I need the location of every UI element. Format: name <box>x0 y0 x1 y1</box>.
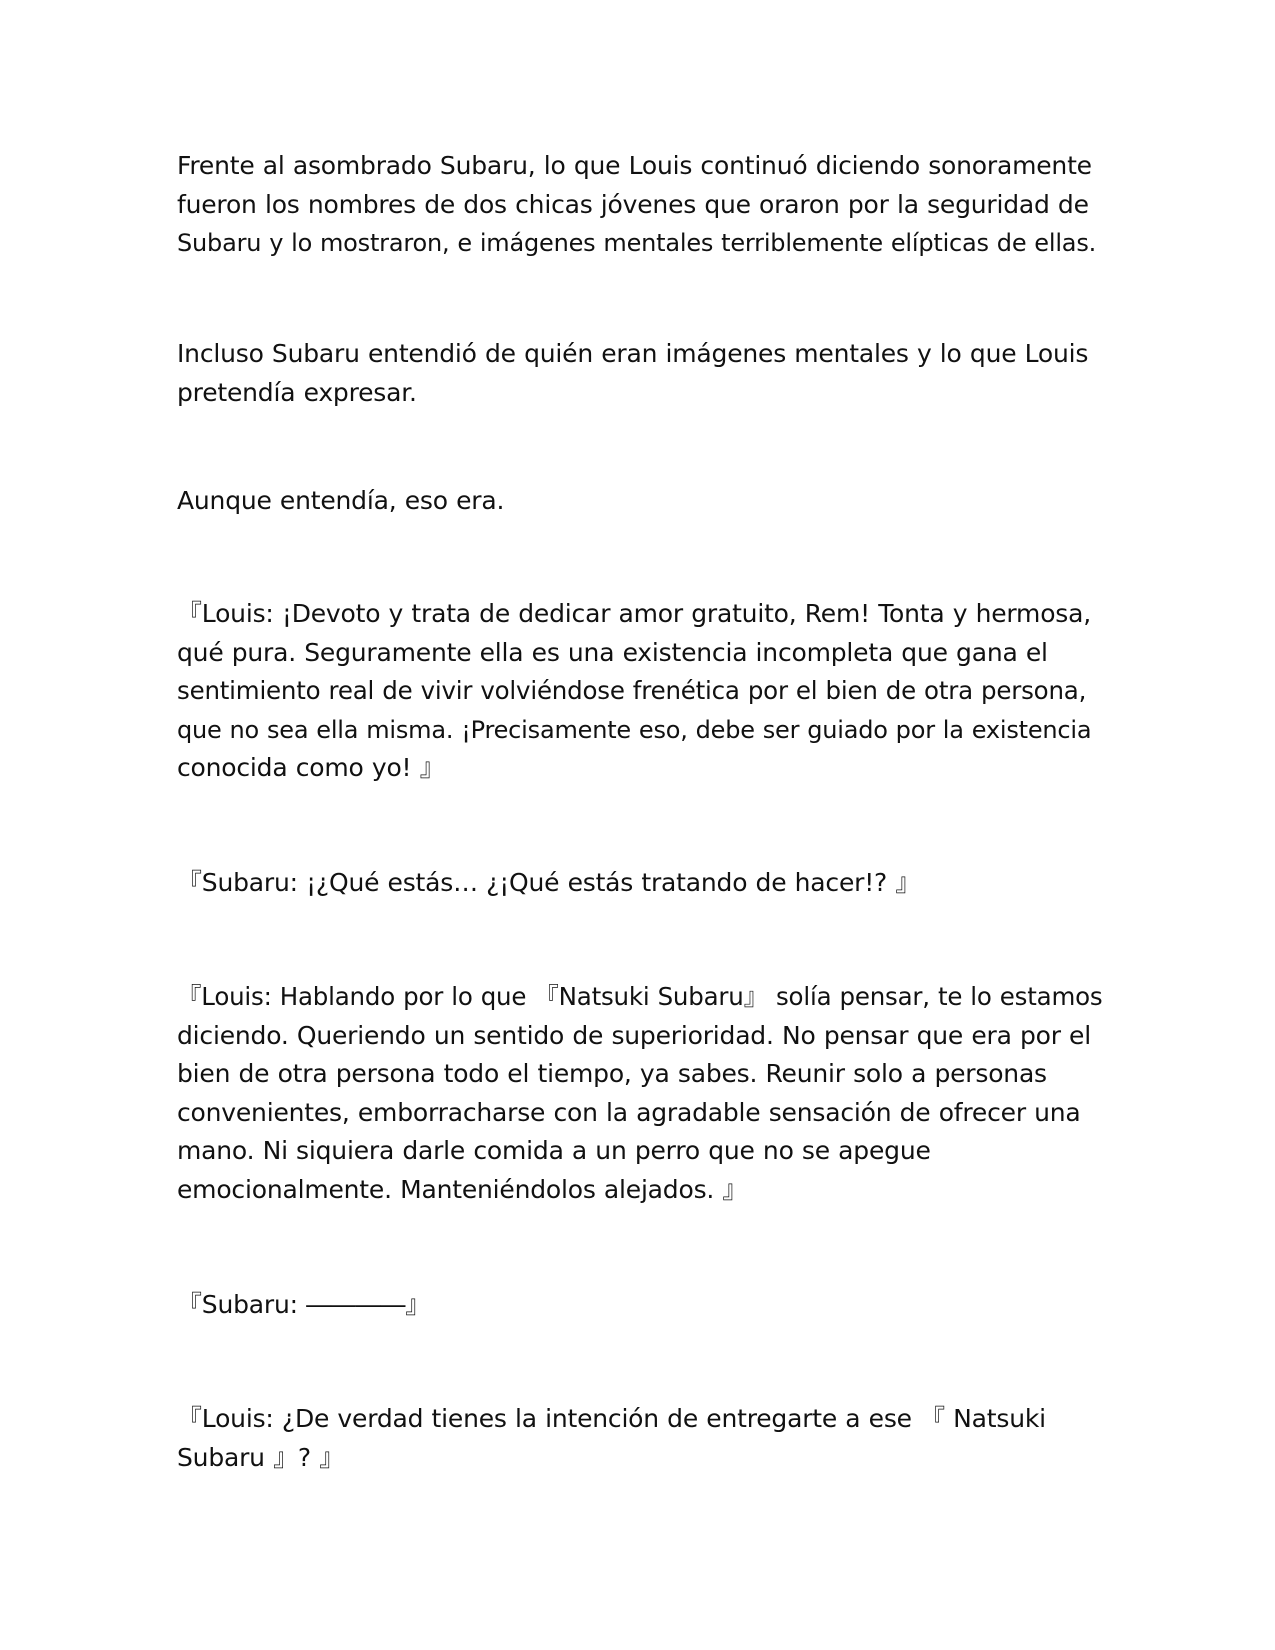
dialogue-paragraph-louis <box>177 978 1102 1209</box>
text-line: Subaru 』? 』 <box>177 1442 344 1472</box>
text-line: Subaru y lo mostraron, e imágenes mentales terriblemente elípticas de ellas. <box>177 229 1097 257</box>
text-line: 『Louis: Hablando por lo que 『Natsuki Subaru』 solía pensar, te lo estamos <box>177 982 1103 1011</box>
text-line: Aunque entendía, eso era. <box>177 486 505 515</box>
text-line: 『Subaru: ¡¿Qué estás… ¿¡Qué estás tratando de hacer!? 』 <box>177 868 921 897</box>
dialogue-paragraph-louis <box>177 595 1102 788</box>
text-line: Incluso Subaru entendió de quién eran imágenes mentales y lo que Louis <box>177 339 1089 368</box>
narration-paragraph <box>177 147 1102 263</box>
dialogue-paragraph-subaru <box>177 1286 1102 1325</box>
text-line: convenientes, emborracharse con la agradable sensación de ofrecer una <box>177 1097 1081 1127</box>
text-line: conocida como yo! 』 <box>177 753 445 782</box>
text-line: que no sea ella misma. ¡Precisamente eso, debe ser guiado por la existencia <box>177 715 1092 744</box>
text-line: diciendo. Queriendo un sentido de superioridad. No pensar que era por el <box>177 1020 1091 1050</box>
dialogue-paragraph-louis <box>177 1400 1102 1477</box>
text-line: 『Subaru: ――――』 <box>177 1290 431 1319</box>
text-line: Frente al asombrado Subaru, lo que Louis continuó diciendo sonoramente <box>177 151 1092 180</box>
text-line: sentimiento real de vivir volviéndose frenética por el bien de otra persona, <box>177 676 1087 705</box>
text-line: fueron los nombres de dos chicas jóvenes que oraron por la seguridad de <box>177 189 1089 219</box>
text-line: emocionalmente. Manteniéndolos alejados. 』 <box>177 1174 748 1204</box>
text-line: 『Louis: ¡Devoto y trata de dedicar amor gratuito, Rem! Tonta y hermosa, <box>177 599 1091 628</box>
text-line: mano. Ni siquiera darle comida a un perro que no se apegue <box>177 1136 931 1165</box>
narration-paragraph <box>177 335 1102 412</box>
text-line: bien de otra persona todo el tiempo, ya sabes. Reunir solo a personas <box>177 1059 1047 1088</box>
text-line: qué pura. Seguramente ella es una existencia incompleta que gana el <box>177 637 1048 667</box>
text-line: 『Louis: ¿De verdad tienes la intención de entregarte a ese 『 Natsuki <box>177 1404 1046 1433</box>
text-line: pretendía expresar. <box>177 377 417 407</box>
narration-paragraph <box>177 482 1102 521</box>
dialogue-paragraph-subaru <box>177 864 1102 903</box>
